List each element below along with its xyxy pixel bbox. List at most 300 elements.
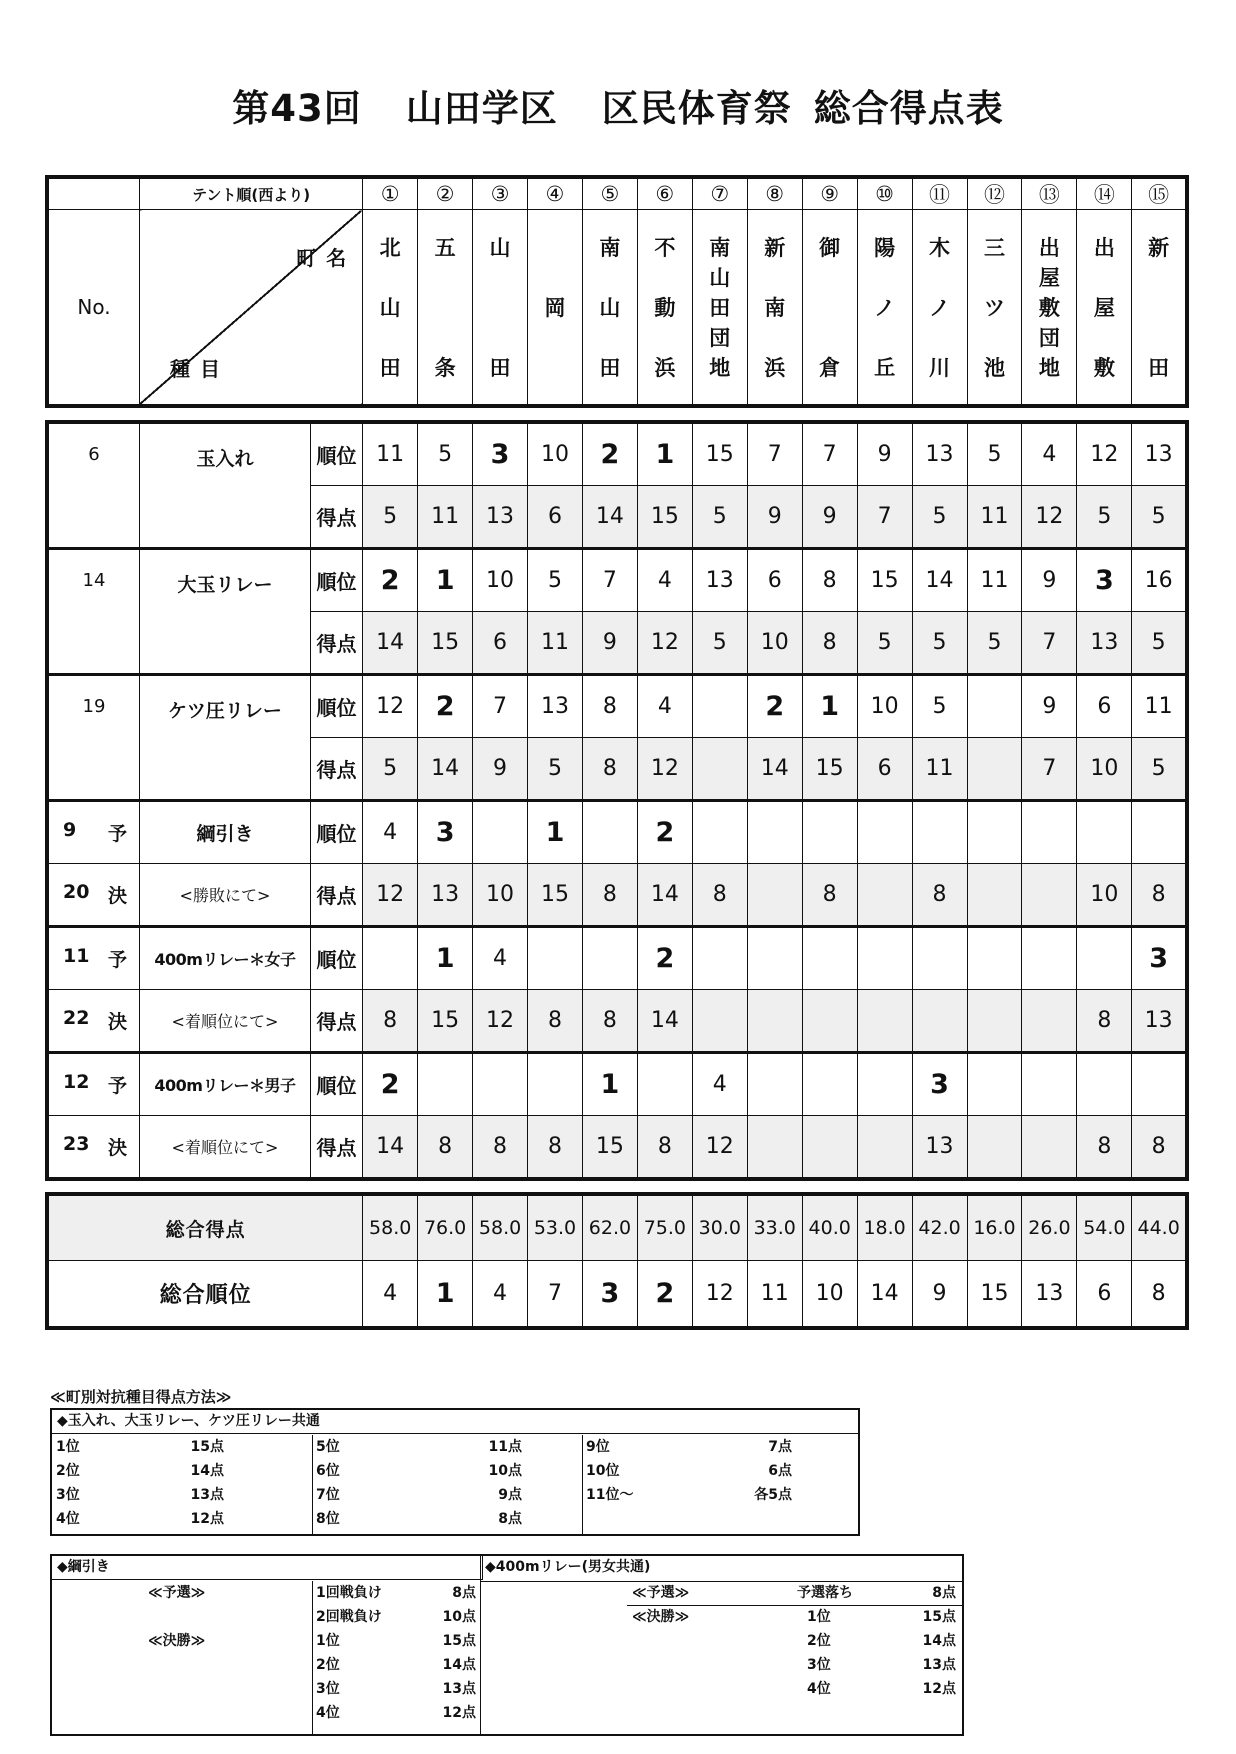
tug-final-place: 4位 [316,1705,340,1721]
town-name-chars [528,232,582,382]
relay-final-label: ≪決勝≫ [632,1609,690,1625]
scoring-points: 6点 [768,1463,792,1479]
town-name-char: 御 [819,235,841,260]
points-cell: 10 [473,864,528,927]
points-cell: 8 [1077,990,1132,1053]
points-cell [967,738,1022,801]
prelim-tag: 予 [107,1075,127,1097]
points-cell: 12 [363,864,418,927]
final-tag: 決 [107,885,127,907]
event-number: 20 [63,881,90,903]
event-name: 玉入れ [139,422,310,549]
scoring-points: 14点 [190,1463,224,1479]
event-number: 19 [47,675,139,801]
rank-cell [528,927,583,990]
points-cell: 14 [637,990,692,1053]
rank-cell [1132,1053,1187,1116]
rank-cell: 9 [1022,675,1077,738]
points-cell [857,864,912,927]
town-name [1077,210,1132,406]
tug-final-points: 13点 [442,1681,476,1697]
points-label: 得点 [310,1116,362,1180]
points-cell: 10 [747,612,802,675]
town-name-chars [913,232,967,382]
town-name [692,210,747,406]
tent-number: ⑭ [1077,177,1132,210]
points-cell [912,990,967,1053]
rank-cell: 7 [473,675,528,738]
town-name-char: 丘 [874,355,896,380]
town-name-char: 山 [599,295,621,320]
event-points-row [47,990,1187,1053]
relay-prelim-place: 予選落ち [797,1585,853,1601]
town-name [582,210,637,406]
points-cell: 10 [1077,738,1132,801]
town-name-char: 動 [654,295,676,320]
town-name-char: 田 [1148,355,1170,380]
total-score-cell: 16.0 [967,1194,1022,1261]
rank-cell [747,801,802,864]
points-cell: 8 [1132,1116,1187,1180]
points-cell [857,990,912,1053]
rank-cell: 3 [912,1053,967,1116]
rank-cell: 6 [1077,675,1132,738]
scoring-common-title: ◆玉入れ、大玉リレー、ケツ圧リレー共通 [52,1410,858,1434]
points-cell [747,990,802,1053]
points-cell: 13 [912,1116,967,1180]
scoring-place: 3位 [56,1487,80,1503]
total-rank-cell: 4 [363,1261,418,1329]
scoring-place: 1位 [56,1439,80,1455]
event-number: 22 [63,1007,90,1029]
rank-cell: 10 [857,675,912,738]
rank-cell [692,927,747,990]
rank-cell: 4 [363,801,418,864]
rank-cell [692,675,747,738]
town-name-chars [1022,232,1076,382]
town-name-char: 岡 [544,295,566,320]
points-cell: 8 [582,864,637,927]
rank-cell: 15 [692,422,747,486]
event-name: 綱引き [139,801,310,864]
town-name-char: 敷 [1093,355,1115,380]
total-score-cell: 26.0 [1022,1194,1077,1261]
score-table-header [45,175,1189,408]
town-name-char: 浜 [764,355,786,380]
town-name-char: 不 [654,235,676,260]
rank-cell: 9 [1022,549,1077,612]
town-name-char: 敷 [1038,295,1060,320]
divider [312,1581,313,1734]
event-number: 9 [63,819,77,841]
total-rank-cell: 1 [418,1261,473,1329]
tug-prelim-points: 8点 [452,1585,476,1601]
tent-number: ⑤ [582,177,637,210]
total-rank-cell: 2 [637,1261,692,1329]
rank-cell: 13 [912,422,967,486]
rank-cell: 5 [418,422,473,486]
points-cell: 12 [473,990,528,1053]
scoring-place: 5位 [316,1439,340,1455]
rank-cell: 1 [802,675,857,738]
rank-cell: 13 [528,675,583,738]
town-name-chars [638,232,692,382]
points-cell [747,864,802,927]
town-name-char: 南 [709,235,731,260]
town-name-chars [968,232,1022,382]
rank-label: 順位 [310,422,362,486]
points-cell: 15 [418,612,473,675]
rank-cell: 13 [1132,422,1187,486]
rank-cell [1077,801,1132,864]
points-cell: 9 [582,612,637,675]
rank-cell [473,1053,528,1116]
rank-cell: 6 [747,549,802,612]
points-cell: 5 [363,738,418,801]
scoring-place: 2位 [56,1463,80,1479]
event-number-pair [49,819,139,846]
total-rank-cell: 4 [473,1261,528,1329]
town-name [967,210,1022,406]
total-rank-cell: 14 [857,1261,912,1329]
points-cell: 5 [1077,486,1132,549]
event-rank-row [47,927,1187,990]
town-name-char: 地 [1038,355,1060,380]
rank-cell [1077,1053,1132,1116]
tent-number: ③ [473,177,528,210]
total-score-cell: 42.0 [912,1194,967,1261]
divider [480,1556,481,1734]
points-cell [857,1116,912,1180]
event-points-row [47,1116,1187,1180]
rank-cell: 4 [473,927,528,990]
tug-final-place: 2位 [316,1657,340,1673]
tent-number: ② [418,177,473,210]
event-number-pair [49,881,139,908]
rank-label: 順位 [310,927,362,990]
town-name-chars [473,232,527,382]
rank-cell: 4 [637,675,692,738]
points-cell [747,1116,802,1180]
scoring-place: 9位 [586,1439,610,1455]
totals-table [45,1192,1189,1330]
points-cell: 14 [582,486,637,549]
points-cell: 14 [363,612,418,675]
points-cell: 9 [802,486,857,549]
town-name [637,210,692,406]
rank-cell: 12 [363,675,418,738]
points-cell: 15 [528,864,583,927]
points-cell: 8 [582,738,637,801]
tent-order-label: テント順(西より) [139,177,362,210]
rank-cell [1077,927,1132,990]
relay-prelim-label: ≪予選≫ [632,1585,690,1601]
scoring-points: 9点 [498,1487,522,1503]
event-name: ケツ圧リレー [139,675,310,801]
rank-cell [802,927,857,990]
town-name [802,210,857,406]
town-name-chars [363,232,417,382]
total-rank-cell: 6 [1077,1261,1132,1329]
rank-label: 順位 [310,675,362,738]
rank-cell [802,1053,857,1116]
tent-number: ⑥ [637,177,692,210]
relay-final-points: 15点 [922,1609,956,1625]
town-name-char: 団 [1038,325,1060,350]
score-table-body [45,420,1189,1181]
points-cell: 8 [528,990,583,1053]
tug-final-place: 1位 [316,1633,340,1649]
prelim-tag: 予 [107,949,127,971]
town-name-chars [418,232,472,382]
event-rank-row [47,549,1187,612]
town-name-char: 倉 [819,355,841,380]
points-cell: 5 [912,486,967,549]
event-rank-row [47,675,1187,738]
rank-cell [857,1053,912,1116]
relay-final-points: 14点 [922,1633,956,1649]
scoring-place: 4位 [56,1511,80,1527]
points-cell: 8 [802,612,857,675]
town-name-label: 町名 [296,246,357,270]
rank-cell [967,675,1022,738]
rank-cell [802,801,857,864]
points-cell: 14 [747,738,802,801]
total-rank-cell: 15 [967,1261,1022,1329]
event-rank-row [47,1053,1187,1116]
points-cell: 9 [747,486,802,549]
tent-number: ⑩ [857,177,912,210]
total-rank-cell: 3 [582,1261,637,1329]
points-cell: 5 [692,486,747,549]
town-name [1022,210,1077,406]
relay-final-points: 12点 [922,1681,956,1697]
points-cell: 12 [637,612,692,675]
points-cell [692,738,747,801]
rank-cell: 3 [1077,549,1132,612]
total-score-cell: 30.0 [692,1194,747,1261]
rank-cell: 10 [528,422,583,486]
points-cell: 11 [912,738,967,801]
rank-cell: 5 [528,549,583,612]
points-cell: 14 [418,738,473,801]
tug-final-points: 15点 [442,1633,476,1649]
points-cell [1022,864,1077,927]
points-cell: 8 [363,990,418,1053]
event-number-prelim [47,927,139,990]
town-name-char: 南 [764,295,786,320]
tug-final-points: 12点 [442,1705,476,1721]
town-name-char: ツ [983,295,1005,320]
event-number: 11 [63,945,90,967]
points-cell: 6 [528,486,583,549]
town-name-char: 木 [929,235,951,260]
town-name-chars [583,232,637,382]
tug-prelim-label: ≪予選≫ [148,1585,206,1601]
event-number: 23 [63,1133,90,1155]
town-name-chars [858,232,912,382]
points-cell: 13 [1077,612,1132,675]
rank-label: 順位 [310,549,362,612]
title-district: 山田学区 [405,87,558,130]
total-rank-cell: 9 [912,1261,967,1329]
town-name-chars [803,232,857,382]
rank-cell: 5 [912,675,967,738]
rank-cell [1022,927,1077,990]
rank-cell [857,801,912,864]
tug-final-place: 3位 [316,1681,340,1697]
points-cell: 15 [637,486,692,549]
scoring-points: 15点 [190,1439,224,1455]
total-rank-label: 総合順位 [47,1261,363,1329]
points-cell: 6 [857,738,912,801]
tug-prelim-place: 2回戦負け [316,1609,382,1625]
points-cell: 8 [912,864,967,927]
event-number-pair [49,945,139,972]
rank-cell: 8 [802,549,857,612]
rank-cell [582,801,637,864]
points-cell: 5 [912,612,967,675]
town-name [912,210,967,406]
tug-prelim-points: 10点 [442,1609,476,1625]
town-name-char: 池 [983,355,1005,380]
total-score-cell: 75.0 [637,1194,692,1261]
tent-number: ⑫ [967,177,1022,210]
rank-cell: 1 [528,801,583,864]
header-corner [47,177,139,210]
relay-final-place: 4位 [807,1681,831,1697]
total-rank-cell: 7 [528,1261,583,1329]
event-number-final [47,990,139,1053]
town-name-char: 新 [1148,235,1170,260]
points-cell: 5 [1132,486,1187,549]
town-name-char: 五 [434,235,456,260]
tug-final-points: 14点 [442,1657,476,1673]
points-cell [967,990,1022,1053]
rank-cell: 2 [418,675,473,738]
points-cell: 13 [1132,990,1187,1053]
total-score-cell: 53.0 [528,1194,583,1261]
relay-final-place: 3位 [807,1657,831,1673]
relay-prelim-points: 8点 [932,1585,956,1601]
total-score-label: 総合得点 [47,1194,363,1261]
event-number-prelim [47,801,139,864]
scoring-points: 各5点 [754,1487,792,1503]
rank-cell: 3 [418,801,473,864]
event-rank-row [47,422,1187,486]
points-cell: 11 [967,486,1022,549]
total-rank-cell: 10 [802,1261,857,1329]
town-name-char: 出 [1038,235,1060,260]
scoring-points: 7点 [768,1439,792,1455]
town-name-char: 団 [709,325,731,350]
tent-number: ⑮ [1132,177,1187,210]
scoring-tug-relay-box [50,1554,964,1736]
points-cell: 5 [1132,738,1187,801]
total-score-cell: 76.0 [418,1194,473,1261]
points-cell: 13 [418,864,473,927]
points-cell: 14 [637,864,692,927]
rank-cell: 14 [912,549,967,612]
points-cell: 8 [528,1116,583,1180]
points-cell [967,1116,1022,1180]
relay-final-place: 2位 [807,1633,831,1649]
rank-cell [473,801,528,864]
event-number-final [47,864,139,927]
points-cell: 10 [1077,864,1132,927]
town-name-char: 川 [929,355,951,380]
rank-cell [692,801,747,864]
points-cell: 5 [967,612,1022,675]
event-method: <勝敗にて> [139,864,310,927]
points-cell: 12 [692,1116,747,1180]
rank-label: 順位 [310,801,362,864]
tent-number: ⑨ [802,177,857,210]
rank-cell [582,927,637,990]
rank-cell: 7 [747,422,802,486]
town-name [363,210,418,406]
town-name-char: 北 [379,235,401,260]
town-name [747,210,802,406]
points-cell: 15 [802,738,857,801]
tug-prelim-place: 1回戦負け [316,1585,382,1601]
rank-cell [967,801,1022,864]
rank-cell: 4 [1022,422,1077,486]
tent-number: ④ [528,177,583,210]
total-score-cell: 40.0 [802,1194,857,1261]
scoring-place: 10位 [586,1463,620,1479]
relay-final-points: 13点 [922,1657,956,1673]
scoring-tug-title: ◆綱引き [52,1556,483,1580]
town-name-char: 田 [599,355,621,380]
town-name-char: 陽 [874,235,896,260]
points-cell: 5 [857,612,912,675]
rank-cell: 11 [967,549,1022,612]
town-name-chars [1132,232,1185,382]
rank-cell: 1 [418,549,473,612]
points-cell: 13 [473,486,528,549]
event-method: <着順位にて> [139,990,310,1053]
rank-cell: 15 [857,549,912,612]
rank-cell [912,927,967,990]
rank-cell: 13 [692,549,747,612]
scoring-points: 13点 [190,1487,224,1503]
rank-label: 順位 [310,1053,362,1116]
tent-number: ⑧ [747,177,802,210]
event-number: 6 [47,422,139,549]
event-label: 種目 [169,356,230,381]
points-cell: 5 [1132,612,1187,675]
page-title [0,78,1236,132]
points-label: 得点 [310,612,362,675]
points-cell [1022,990,1077,1053]
rank-cell [418,1053,473,1116]
points-cell: 11 [528,612,583,675]
rank-cell [1132,801,1187,864]
points-cell: 11 [418,486,473,549]
total-score-cell: 18.0 [857,1194,912,1261]
scoring-place: 6位 [316,1463,340,1479]
event-number-pair [49,1007,139,1034]
final-tag: 決 [107,1011,127,1033]
rank-cell: 1 [637,422,692,486]
points-cell: 9 [473,738,528,801]
scoring-points: 8点 [498,1511,522,1527]
title-event: 区民体育祭 [601,87,792,130]
town-name-chars [748,232,802,382]
points-cell: 14 [363,1116,418,1180]
rank-cell: 1 [582,1053,637,1116]
